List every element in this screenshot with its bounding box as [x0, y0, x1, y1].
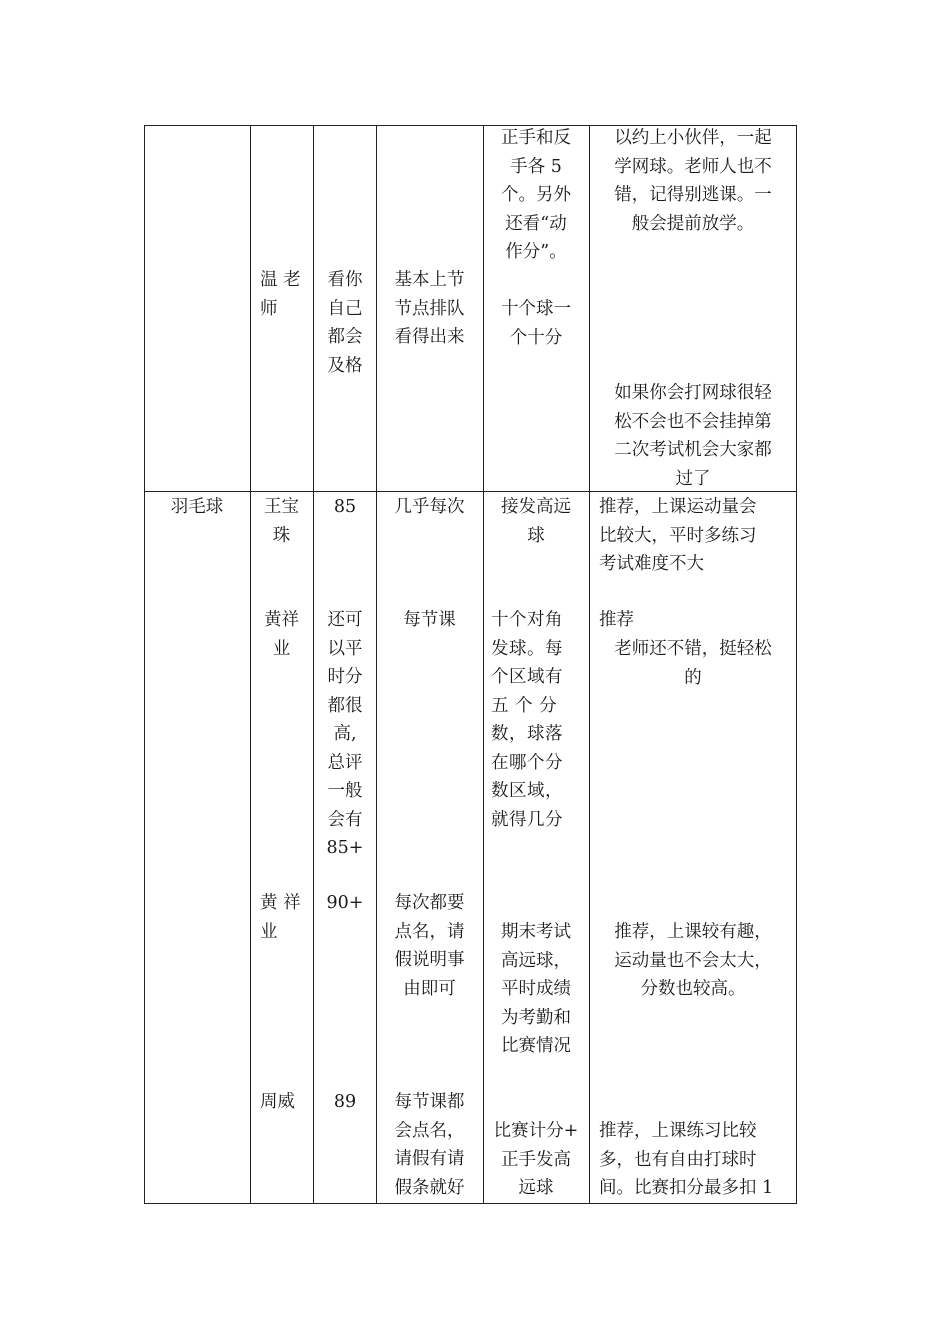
- exam-cell: 接发高远 球: [501, 497, 571, 546]
- attendance-cell: 每节课: [403, 610, 456, 630]
- grade-cell: 85: [333, 497, 357, 517]
- attendance-cell: 每节课都 会点名， 请假有请 假条就好: [394, 1092, 465, 1198]
- table-border-col3: [376, 125, 377, 1204]
- tennis-exam-cell-scoring: 十个球一 个十分: [501, 299, 571, 348]
- tennis-exam-cell: 正手和反 手各 5 个。另外 还看“动 作分”。: [501, 128, 571, 262]
- attendance-cell: 几乎每次: [394, 497, 465, 517]
- comment-cell: 推荐，上课练习比较 多，也有自由打球时 间。比赛扣分最多扣 1: [599, 1121, 774, 1198]
- attendance-cell: 每次都要 点名，请 假说明事 由即可: [394, 893, 465, 999]
- table-border-col4: [483, 125, 484, 1204]
- tennis-teacher-cell: 温 老 师: [260, 270, 301, 319]
- table-border-col1: [250, 125, 251, 1204]
- comment-cell: 老师还不错，挺轻松 的: [614, 639, 772, 688]
- tennis-comment-cell-extra: 如果你会打网球很轻 松不会也不会挂掉第 二次考试机会大家都 过了: [614, 383, 772, 489]
- comment-label: 推荐: [599, 610, 634, 630]
- grade-cell: 89: [333, 1092, 357, 1112]
- table-border-right: [796, 125, 797, 1204]
- grade-cell: 还可 以平 时分 都很 高, 总评 一般 会有 85+: [326, 610, 364, 858]
- course-name-cell: 羽毛球: [170, 497, 224, 517]
- teacher-name-cell: 周威: [260, 1092, 295, 1112]
- teacher-name-cell: 黄祥 业: [264, 610, 299, 659]
- exam-cell: 期末考试 高远球， 平时成绩 为考勤和 比赛情况: [501, 922, 571, 1056]
- comment-cell: 推荐，上课较有趣， 运动量也不会太大， 分数也较高。: [614, 922, 772, 999]
- exam-cell: 比赛计分+ 正手发高 远球: [493, 1121, 579, 1198]
- teacher-name-cell: 王宝 珠: [264, 497, 299, 546]
- teacher-name-cell: 黄 祥 业: [260, 893, 301, 942]
- table-border-col2: [313, 125, 314, 1204]
- table-border-left: [144, 125, 145, 1204]
- tennis-comment-cell: 以约上小伙伴，一起 学网球。老师人也不 错，记得别逃课。一 般会提前放学。: [614, 128, 772, 234]
- table-border-col5: [589, 125, 590, 1204]
- tennis-attendance-cell: 基本上节 节点排队 看得出来: [394, 270, 465, 347]
- table-border-bottom: [144, 1203, 797, 1204]
- grade-cell: 90+: [326, 893, 364, 913]
- tennis-grade-cell: 看你 自己 都会 及格: [327, 270, 363, 376]
- comment-cell: 推荐，上课运动量会 比较大，平时多练习 考试难度不大: [599, 497, 757, 574]
- exam-cell: 十个对角 发球。每 个区域有 五 个 分 数，球落 在哪个分 数区域， 就得几分: [491, 610, 563, 830]
